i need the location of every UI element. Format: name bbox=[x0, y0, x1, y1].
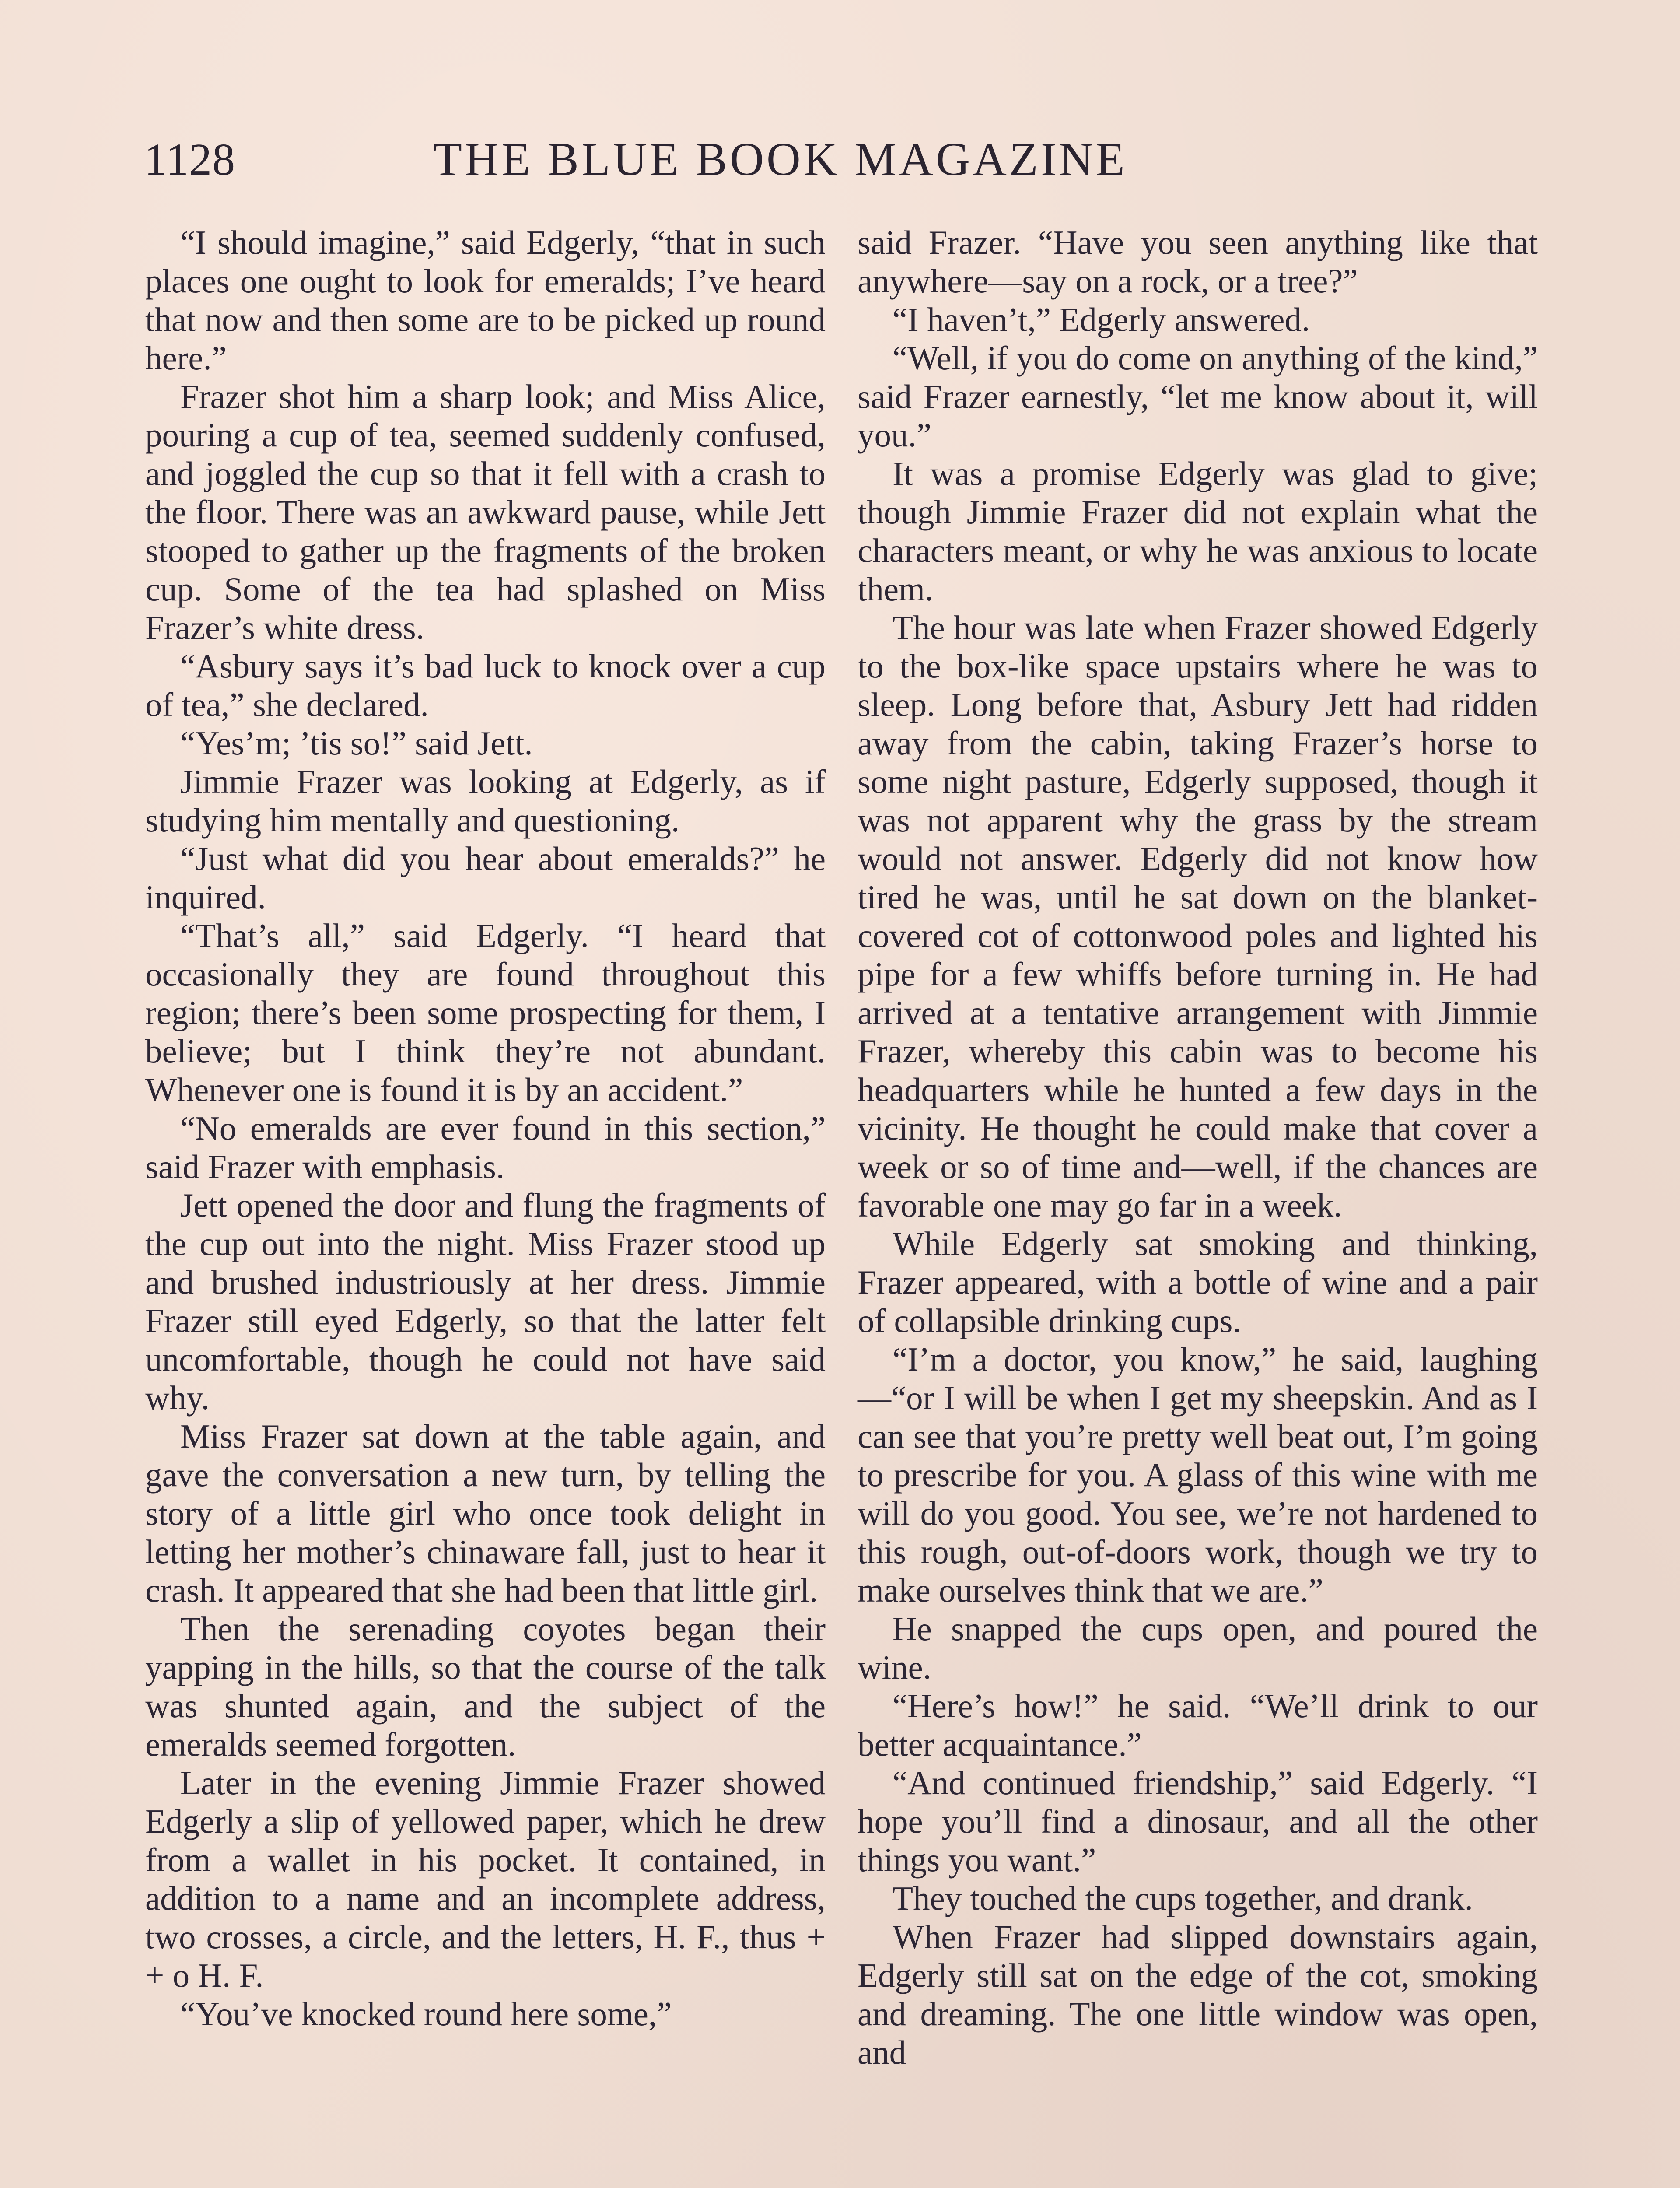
paragraph: Later in the evening Jimmie Frazer showed Edgerly a slip of yellowed paper, which he drew from a wallet in his pocket. It contained, in addition to a name and an incomplete address, two crosses, a circle, and the letters, H. F., thus + + o H. F. bbox=[145, 1764, 826, 1994]
paragraph: “That’s all,” said Edgerly. “I heard that occasionally they are found throughout this region; there’s been some prospecting for them, I believe; but I think they’re not abundant. Whenever one is found it is by an accident.” bbox=[145, 917, 826, 1108]
paragraph: Jett opened the door and flung the fragments of the cup out into the night. Miss Frazer stood up and brushed industriously at her dress. Jimmie Frazer still eyed Edgerly, so that the latter felt uncomfortable, though he could not have said why. bbox=[145, 1186, 826, 1417]
paragraph: “I’m a doctor, you know,” he said, laughing—“or I will be when I get my sheepskin. And as I can see that you’re pretty well beat out, I’m going to prescribe for you. A glass of this wine with me will do you good. You see, we’re not hardened to this rough, out-of-doors work, though we try to make ourselves think that we are.” bbox=[858, 1340, 1538, 1609]
paragraph-continued: said Frazer. “Have you seen anything like that anywhere—say on a rock, or a tree?” bbox=[858, 224, 1538, 300]
paragraph: The hour was late when Frazer showed Edgerly to the box-like space upstairs where he was to sleep. Long before that, Asbury Jett had ridden away from the cabin, taking Frazer’s horse to some night pasture, Edgerly supposed, though it was not apparent why the grass by the stream would not answer. Edgerly did not know how tired he was, until he sat down on the blanket-covered cot of cottonwood poles and lighted his pipe for a few whiffs before turning in. He had arrived at a tentative arrangement with Jimmie Frazer, whereby this cabin was to become his headquarters while he hunted a few days in the vicinity. He thought he could make that cover a week or so of time and—well, if the chances are favorable one may go far in a week. bbox=[858, 609, 1538, 1224]
paragraph: “You’ve knocked round here some,” bbox=[180, 1995, 672, 2033]
page-header bbox=[144, 127, 1544, 193]
page-number: 1128 bbox=[144, 134, 236, 185]
paragraph: “Here’s how!” he said. “We’ll drink to our better acquaintance.” bbox=[858, 1687, 1538, 1763]
paragraph: Then the serenading coyotes began their yapping in the hills, so that the course of the talk was shunted again, and the subject of the emeralds seemed forgotten. bbox=[145, 1610, 826, 1763]
paragraph: While Edgerly sat smoking and thinking, Frazer appeared, with a bottle of wine and a pair of collapsible drinking cups. bbox=[858, 1225, 1538, 1339]
paragraph: “No emeralds are ever found in this section,” said Frazer with emphasis. bbox=[145, 1109, 826, 1185]
paragraph: “Just what did you hear about emeralds?” he inquired. bbox=[145, 840, 826, 916]
paragraph: When Frazer had slipped downstairs again, Edgerly still sat on the edge of the cot, smoking and dreaming. The one little window was open, and bbox=[858, 1918, 1538, 2071]
paragraph: They touched the cups together, and drank. bbox=[892, 1879, 1473, 1917]
paragraph: Frazer shot him a sharp look; and Miss Alice, pouring a cup of tea, seemed suddenly confused, and joggled the cup so that it fell with a crash to the floor. There was an awkward pause, while Jett stooped to gather up the fragments of the broken cup. Some of the tea had splashed on Miss Frazer’s white dress. bbox=[145, 378, 826, 646]
paragraph: “And continued friendship,” said Edgerly. “I hope you’ll find a dinosaur, and all the other things you want.” bbox=[858, 1764, 1538, 1879]
right-column bbox=[858, 223, 1538, 2072]
paragraph: He snapped the cups open, and poured the wine. bbox=[858, 1610, 1538, 1686]
paragraph: “Yes’m; ’tis so!” said Jett. bbox=[180, 724, 533, 762]
paragraph: Miss Frazer sat down at the table again, and gave the conversation a new turn, by telling the story of a little girl who once took delight in letting her mother’s chinaware fall, just to hear it crash. It appeared that she had been that little girl. bbox=[145, 1417, 826, 1609]
left-column bbox=[145, 223, 826, 2033]
paragraph: “Well, if you do come on anything of the kind,” said Frazer earnestly, “let me know about it, will you.” bbox=[858, 339, 1538, 454]
paragraph: “I haven’t,” Edgerly answered. bbox=[892, 301, 1310, 338]
paragraph: It was a promise Edgerly was glad to give; though Jimmie Frazer did not explain what the characters meant, or why he was anxious to locate them. bbox=[858, 455, 1538, 608]
magazine-title: THE BLUE BOOK MAGAZINE bbox=[433, 133, 1127, 186]
paragraph: “Asbury says it’s bad luck to knock over a cup of tea,” she declared. bbox=[145, 647, 826, 723]
paragraph: “I should imagine,” said Edgerly, “that in such places one ought to look for emeralds; I’ve heard that now and then some are to be picked up round here.” bbox=[145, 224, 826, 377]
paragraph: Jimmie Frazer was looking at Edgerly, as if studying him mentally and questioning. bbox=[145, 763, 826, 839]
